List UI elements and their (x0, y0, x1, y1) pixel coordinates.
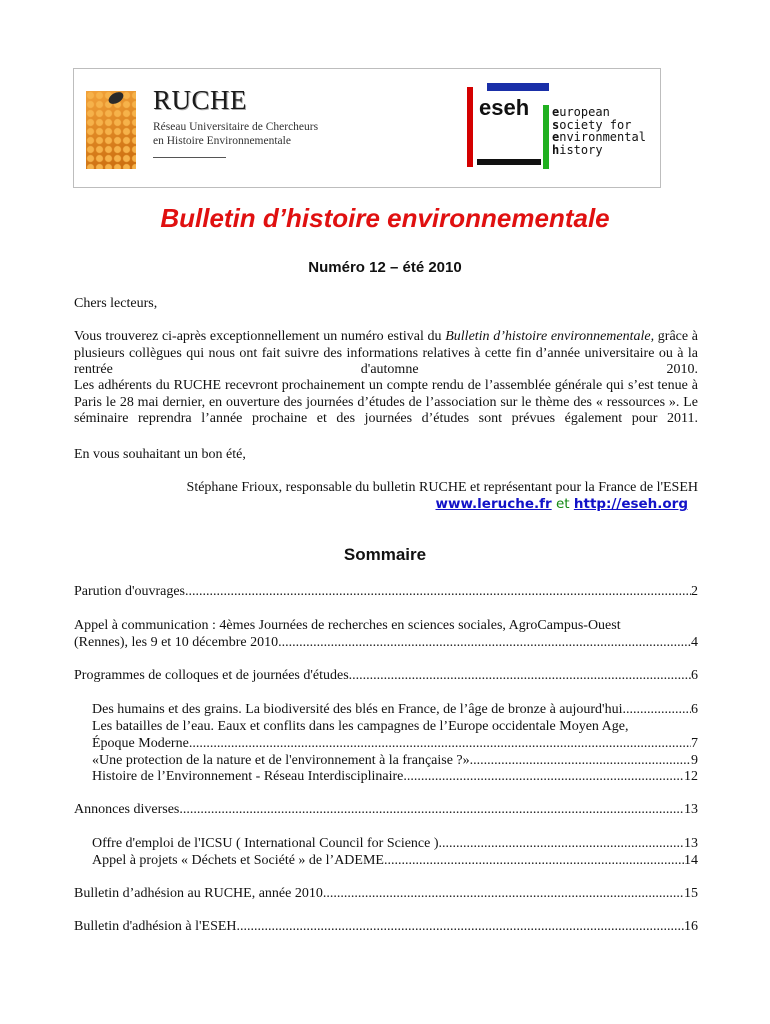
toc-title: Sommaire (343, 545, 427, 564)
toc-subentry[interactable]: Offre d'emploi de l'ICSU ( International Council for Science ) ..... 13 (92, 835, 698, 852)
issue-number: Numéro 12 – été 2010 (308, 259, 462, 276)
eseh-line: environmental (552, 130, 646, 145)
ruche-underline (153, 157, 226, 158)
toc-entry[interactable]: Bulletin d’adhésion au RUCHE, année 2010 ..... 15 (74, 885, 698, 902)
toc-entry[interactable]: Programmes de colloques et de journées d'études ..... 6 (74, 667, 698, 684)
toc-entry[interactable]: Parution d'ouvrages ..... 2 (74, 583, 698, 600)
links-separator: et (555, 496, 570, 512)
signature: Stéphane Frioux, responsable du bulletin RUCHE et représentant pour la France de l'ESEH (186, 480, 698, 495)
toc-subentry[interactable]: Époque Moderne ..... 7 (92, 735, 698, 752)
toc-entry[interactable]: Annonces diverses ..... 13 (74, 801, 698, 818)
toc-subentry-line[interactable]: Les batailles de l’eau. Eaux et conflits dans les campagnes de l’Europe occidentale Moyen Age, (92, 719, 629, 734)
toc-subentry[interactable]: Appel à projets « Déchets et Société » de l’ADEME ..... 14 (92, 852, 698, 869)
eseh-line: history (552, 142, 603, 157)
toc-subentry[interactable]: «Une protection de la nature et de l'environnement à la française ?» ..... 9 (92, 752, 698, 769)
toc-subentry[interactable]: Histoire de l’Environnement - Réseau Interdisciplinaire ..... 12 (92, 768, 698, 785)
toc-entry[interactable]: Bulletin d'adhésion à l'ESEH ..... 16 (74, 918, 698, 935)
eseh-logo (467, 83, 667, 173)
eseh-website-link[interactable]: http://eseh.org (573, 496, 688, 512)
bulletin-title: Bulletin d’histoire environnementale (160, 203, 610, 233)
greeting: Chers lecteurs, (74, 296, 158, 311)
eseh-acronym: eseh (479, 95, 530, 120)
eseh-line: society for (552, 117, 632, 132)
website-links (74, 496, 688, 512)
assembly-paragraph: Les adhérents du RUCHE recevront prochainement un compte rendu de l’assemblée générale qui s’est tenue à Paris le 28 mai dernier, en ouverture des journées d’études de l’association sur le thème des « ressources ». Le séminaire reprendra l’année prochaine et des journées d’études sont prévues également pour 2011. (74, 378, 698, 426)
ruche-logo-title: RUCHE (153, 85, 248, 115)
toc-entry[interactable]: (Rennes), les 9 et 10 décembre 2010 ..... 4 (74, 634, 698, 651)
toc-subentry[interactable]: Des humains et des grains. La biodiversité des blés en France, de l’âge de bronze à aujourd'hui. ..... 6 (92, 701, 698, 718)
header-box (73, 68, 661, 188)
ruche-website-link[interactable]: www.leruche.fr (435, 496, 552, 512)
intro-paragraph: Vous trouverez ci-après exceptionnellement un numéro estival du Bulletin d’histoire environnementale, grâce à plusieurs collègues qui nous ont fait suivre des informations relatives à cette fin d’année universitaire ou à la rentrée d'automne 2010. (74, 329, 698, 377)
eseh-line: european (552, 105, 610, 119)
eseh-black-bar (477, 159, 541, 165)
closing-line: En vous souhaitant un bon été, (74, 447, 246, 462)
toc-entry-line[interactable]: Appel à communication : 4èmes Journées de recherches en sciences sociales, AgroCampus-Ouest (74, 618, 621, 633)
ruche-subtitle-line2: en Histoire Environnementale (153, 135, 291, 147)
eseh-full-name (552, 106, 646, 156)
ruche-subtitle-line1: Réseau Universitaire de Chercheurs (153, 121, 319, 133)
eseh-blue-bar (487, 83, 549, 91)
eseh-red-bar (467, 87, 473, 167)
eseh-green-bar (543, 105, 549, 169)
